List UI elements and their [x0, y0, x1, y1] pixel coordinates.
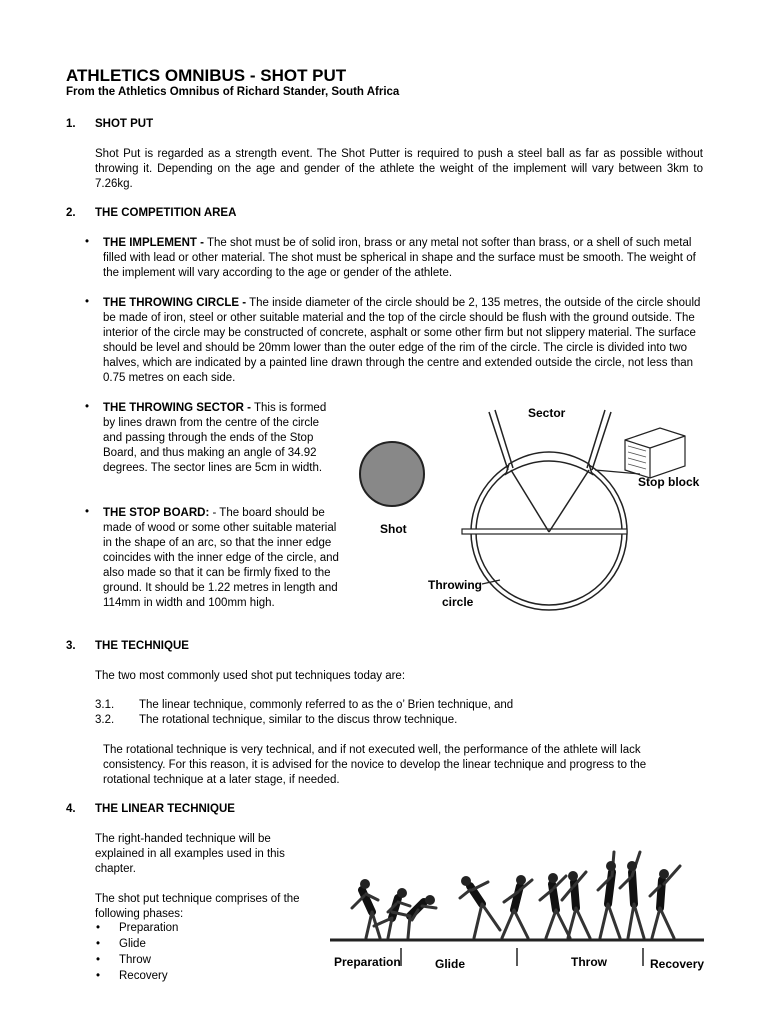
throwing-label: Throwing [428, 578, 482, 592]
stop-board-label: THE STOP BOARD: [103, 507, 210, 519]
section-4-number: 4. [66, 803, 76, 815]
athlete-head [568, 871, 578, 881]
section-1-title: SHOT PUT [95, 118, 154, 130]
sector-label: Sector [528, 406, 566, 420]
shot-label: Shot [380, 522, 407, 536]
section-3-title: THE TECHNIQUE [95, 640, 189, 652]
phase-recovery: Recovery [119, 970, 168, 982]
section-4-title: THE LINEAR TECHNIQUE [95, 803, 235, 815]
phase-bullet-3: • [96, 954, 101, 966]
athlete-head [360, 879, 370, 889]
athlete-limbs [460, 882, 500, 938]
technique-item-2-text: The rotational technique, similar to the discus throw technique. [139, 714, 458, 726]
phase-bullet-2: • [96, 938, 101, 950]
phase-glide: Glide [119, 938, 146, 950]
label-throw: Throw [571, 955, 607, 969]
athlete-figure [352, 879, 380, 938]
stop-block-label: Stop block [638, 475, 700, 489]
phase-bullet-4: • [96, 970, 101, 982]
phase-throw: Throw [119, 954, 151, 966]
section-1-body: Shot Put is regarded as a strength event. The Shot Putter is required to push a steel ball as far as possible without throwing it. Depending on the age and gender of the athlete the weight of the implement will vary between 3km to 7.26kg. [95, 148, 703, 190]
athlete-figure [598, 852, 620, 938]
athlete-figures [352, 852, 680, 938]
implement-label: THE IMPLEMENT - [103, 237, 204, 249]
athlete-figure [502, 875, 532, 938]
technique-item-1-text: The linear technique, commonly referred to as the o’ Brien technique, and [139, 699, 514, 711]
circle-label: circle [442, 595, 474, 609]
technique-note: The rotational technique is very technical, and if not executed well, the performance of the athlete will lack consistency. For this reason, it is advised for the novice to develop the linear technique and progress to the rotational technique at a later stage, if needed. [103, 744, 647, 786]
bullet-implement: • [85, 236, 90, 248]
phase-preparation: Preparation [119, 922, 179, 934]
athlete-figure [460, 876, 500, 938]
athlete-head [627, 861, 637, 871]
phase-bullet-1: • [96, 922, 101, 934]
athlete-head [516, 875, 526, 885]
page-title: ATHLETICS OMNIBUS - SHOT PUT [66, 66, 347, 85]
athlete-figure [650, 866, 680, 938]
technique-item-1-number: 3.1. [95, 699, 115, 711]
athlete-head [606, 861, 616, 871]
athlete-head [461, 876, 471, 886]
section-2-number: 2. [66, 207, 76, 219]
throwing-circle-label: THE THROWING CIRCLE - [103, 297, 247, 309]
label-recovery: Recovery [650, 957, 705, 971]
linear-technique-phases-intro: The shot put technique comprises of the following phases: [95, 893, 300, 920]
linear-technique-intro: The right-handed technique will be explained in all examples used in this chapter. [95, 833, 285, 875]
throwing-sector-label: THE THROWING SECTOR - [103, 402, 252, 414]
section-1-number: 1. [66, 118, 76, 130]
page-subtitle: From the Athletics Omnibus of Richard Stander, South Africa [66, 86, 400, 98]
stop-board-text: - The board should be made of wood or some other suitable material in the shape of an arc, so that the inner edge coincides with the inner edge of the circle, and also made so that it can be firmly fixed to the ground. It should be 1.22 metres in length and 114mm in width and 100mm high. [103, 507, 339, 609]
athlete-head [548, 873, 558, 883]
athlete-figure [620, 852, 644, 938]
athlete-head [659, 869, 669, 879]
section-2-title: THE COMPETITION AREA [95, 207, 237, 219]
throwing-circle-text: The inside diameter of the circle should be 2, 135 metres, the outside of the circle should be made of iron, steel or other suitable material and the top of the circle should be flush with the ground outside. The interior of the circle may be constructed of concrete, asphalt or some other firm but not slippery material. The surface should be level and should be 20mm lower than the outer edge of the rim of the circle. The circle is divided into two halves, which are indicated by a painted line drawn through the centre and extended outside the circle, not less than 0.75 metres on each side. [103, 297, 701, 384]
technique-item-2-number: 3.2. [95, 714, 115, 726]
bullet-stop-board: • [85, 506, 90, 518]
implement-text: The shot must be of solid iron, brass or any metal not softer than brass, or a shell of such metal filled with lead or other material. The shot must be spherical in shape and the surface must be smooth. The weight of the implement will vary according to the age or gender of the athlete. [103, 237, 696, 279]
athlete-head [397, 888, 407, 898]
bullet-sector: • [85, 401, 90, 413]
throwing-sector-text: This is formed by lines drawn from the centre of the circle and passing through the ends of the Stop Board, and thus making an angle of 34.92 degrees. The sector lines are 5cm in width. [103, 402, 327, 474]
technique-intro: The two most commonly used shot put techniques today are: [95, 670, 406, 682]
bullet-circle: • [85, 296, 90, 308]
athlete-figure [540, 873, 570, 938]
athlete-head [425, 895, 435, 905]
label-preparation: Preparation [334, 955, 401, 969]
label-glide: Glide [435, 957, 466, 971]
section-3-number: 3. [66, 640, 76, 652]
athlete-torso [660, 880, 662, 908]
